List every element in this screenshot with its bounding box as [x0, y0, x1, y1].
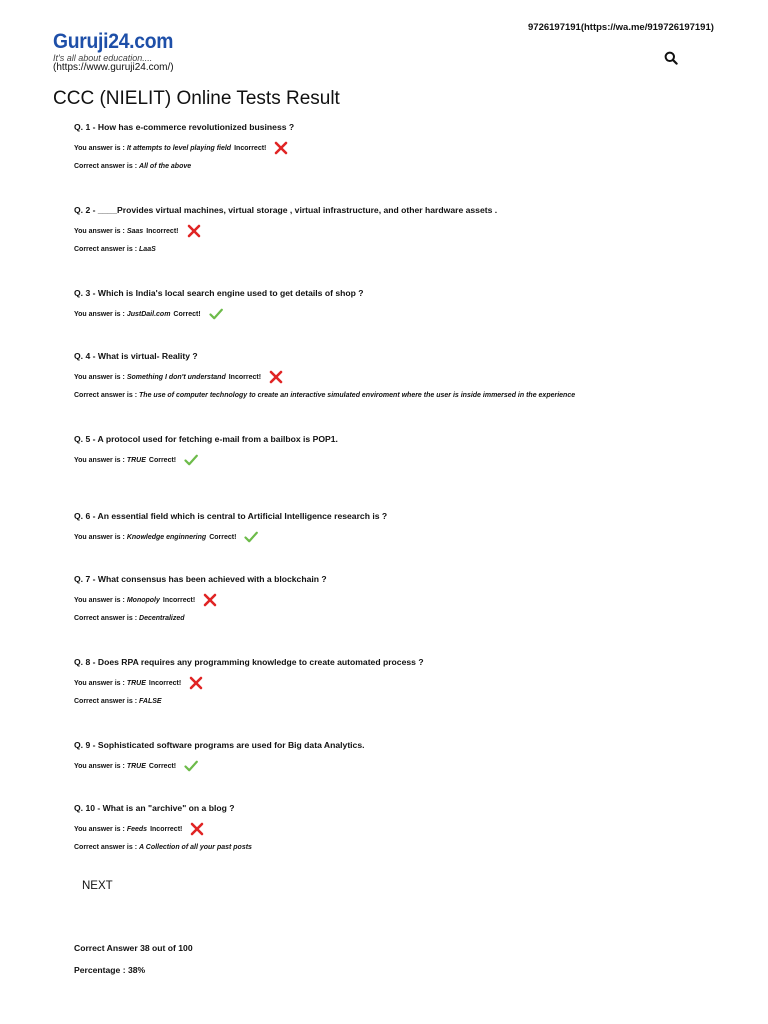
- question-text: Q. 4 - What is virtual- Reality ?: [74, 351, 198, 361]
- correct-answer-label: Correct answer is :: [74, 698, 138, 705]
- site-tagline: It's all about education....: [53, 53, 153, 63]
- question-item: [74, 740, 714, 773]
- correct-answer-row: [74, 163, 714, 170]
- answer-status: Incorrect!: [162, 596, 196, 604]
- answer-status: Incorrect!: [148, 679, 182, 687]
- question-text: Q. 9 - Sophisticated software programs are used for Big data Analytics.: [74, 740, 365, 750]
- question-text: Q. 10 - What is an "archive" on a blog ?: [74, 803, 235, 813]
- check-icon: [209, 307, 223, 321]
- site-url-link[interactable]: (https://www.guruji24.com/): [53, 62, 174, 73]
- answer-status: Incorrect!: [234, 144, 267, 152]
- your-answer-label: You answer is :: [74, 373, 125, 381]
- your-answer-row: [74, 307, 714, 321]
- correct-answer-label: Correct answer is :: [74, 615, 138, 622]
- search-icon[interactable]: [664, 51, 678, 65]
- correct-answer-row: [74, 844, 714, 851]
- your-answer-row: [74, 676, 714, 690]
- correct-answer-label: Correct answer is :: [74, 844, 138, 851]
- cross-icon: [189, 676, 203, 690]
- correct-answer-value: The use of computer technology to create an interactive simulated enviroment where the user is inside immersed in the experience: [139, 392, 576, 399]
- your-answer-row: [74, 822, 714, 836]
- percentage-summary: Percentage : 38%: [74, 965, 146, 975]
- correct-answer-value: LaaS: [139, 246, 156, 253]
- next-button[interactable]: NEXT: [82, 880, 113, 892]
- correct-answer-label: Correct answer is :: [74, 392, 138, 399]
- question-item: [74, 657, 714, 705]
- correct-answer-value: Decentralized: [139, 615, 185, 622]
- question-item: [74, 511, 714, 544]
- correct-answer-row: [74, 246, 714, 253]
- your-answer-value: It attempts to level playing field: [126, 144, 232, 152]
- question-item: [74, 434, 714, 467]
- your-answer-row: [74, 453, 714, 467]
- answer-status: Correct!: [148, 762, 177, 770]
- question-item: [74, 122, 714, 170]
- answer-status: Incorrect!: [146, 227, 179, 235]
- your-answer-value: Feeds: [126, 825, 148, 833]
- your-answer-label: You answer is :: [74, 144, 125, 152]
- your-answer-value: Something I don't understand: [126, 373, 226, 381]
- page-title: CCC (NIELIT) Online Tests Result: [53, 88, 340, 109]
- your-answer-label: You answer is :: [74, 679, 125, 687]
- your-answer-label: You answer is :: [74, 310, 125, 318]
- answer-status: Correct!: [173, 310, 201, 318]
- your-answer-row: [74, 141, 714, 155]
- question-text: Q. 8 - Does RPA requires any programming knowledge to create automated process ?: [74, 657, 424, 667]
- answer-status: Incorrect!: [228, 373, 262, 381]
- your-answer-value: Knowledge enginnering: [126, 533, 207, 541]
- your-answer-row: [74, 224, 714, 238]
- question-item: [74, 288, 714, 321]
- your-answer-value: TRUE: [126, 762, 146, 770]
- score-summary: Correct Answer 38 out of 100: [74, 943, 193, 953]
- correct-answer-row: [74, 698, 714, 705]
- site-logo[interactable]: [53, 30, 184, 54]
- question-item: [74, 351, 714, 399]
- question-text: Q. 3 - Which is India's local search engine used to get details of shop ?: [74, 288, 364, 298]
- your-answer-row: [74, 759, 714, 773]
- your-answer-label: You answer is :: [74, 533, 125, 541]
- correct-answer-value: A Collection of all your past posts: [139, 844, 252, 851]
- your-answer-label: You answer is :: [74, 227, 125, 235]
- correct-answer-value: FALSE: [139, 698, 162, 705]
- correct-answer-row: [74, 615, 714, 622]
- correct-answer-row: [74, 392, 714, 399]
- your-answer-row: [74, 593, 714, 607]
- question-text: Q. 7 - What consensus has been achieved with a blockchain ?: [74, 574, 327, 584]
- question-text: Q. 5 - A protocol used for fetching e-mail from a bailbox is POP1.: [74, 434, 338, 444]
- cross-icon: [203, 593, 217, 607]
- cross-icon: [274, 141, 288, 155]
- question-text: Q. 2 - ____Provides virtual machines, virtual storage , virtual infrastructure, and other hardware assets .: [74, 205, 498, 215]
- check-icon: [184, 759, 198, 773]
- your-answer-label: You answer is :: [74, 456, 125, 464]
- your-answer-value: TRUE: [126, 679, 146, 687]
- check-icon: [244, 530, 258, 544]
- your-answer-label: You answer is :: [74, 825, 125, 833]
- your-answer-value: TRUE: [126, 456, 146, 464]
- cross-icon: [269, 370, 283, 384]
- question-item: [74, 574, 714, 622]
- answer-status: Correct!: [148, 456, 177, 464]
- logo-text: Guruji24.com: [53, 30, 174, 53]
- your-answer-value: Monopoly: [126, 596, 160, 604]
- check-icon: [184, 453, 198, 467]
- cross-icon: [187, 224, 201, 238]
- your-answer-label: You answer is :: [74, 596, 125, 604]
- question-text: Q. 1 - How has e-commerce revolutionized business ?: [74, 122, 295, 132]
- question-text: Q. 6 - An essential field which is central to Artificial Intelligence research is ?: [74, 511, 388, 521]
- answer-status: Incorrect!: [150, 825, 183, 833]
- correct-answer-label: Correct answer is :: [74, 246, 138, 253]
- cross-icon: [190, 822, 204, 836]
- question-item: [74, 205, 714, 253]
- correct-answer-label: Correct answer is :: [74, 163, 138, 170]
- your-answer-label: You answer is :: [74, 762, 125, 770]
- your-answer-value: Saas: [126, 227, 144, 235]
- whatsapp-phone-link[interactable]: 9726197191(https://wa.me/919726197191): [528, 22, 714, 33]
- your-answer-row: [74, 530, 714, 544]
- question-item: [74, 803, 714, 851]
- answer-status: Correct!: [209, 533, 237, 541]
- your-answer-value: JustDail.com: [126, 310, 171, 318]
- header: [0, 0, 768, 80]
- your-answer-row: [74, 370, 714, 384]
- correct-answer-value: All of the above: [139, 163, 192, 170]
